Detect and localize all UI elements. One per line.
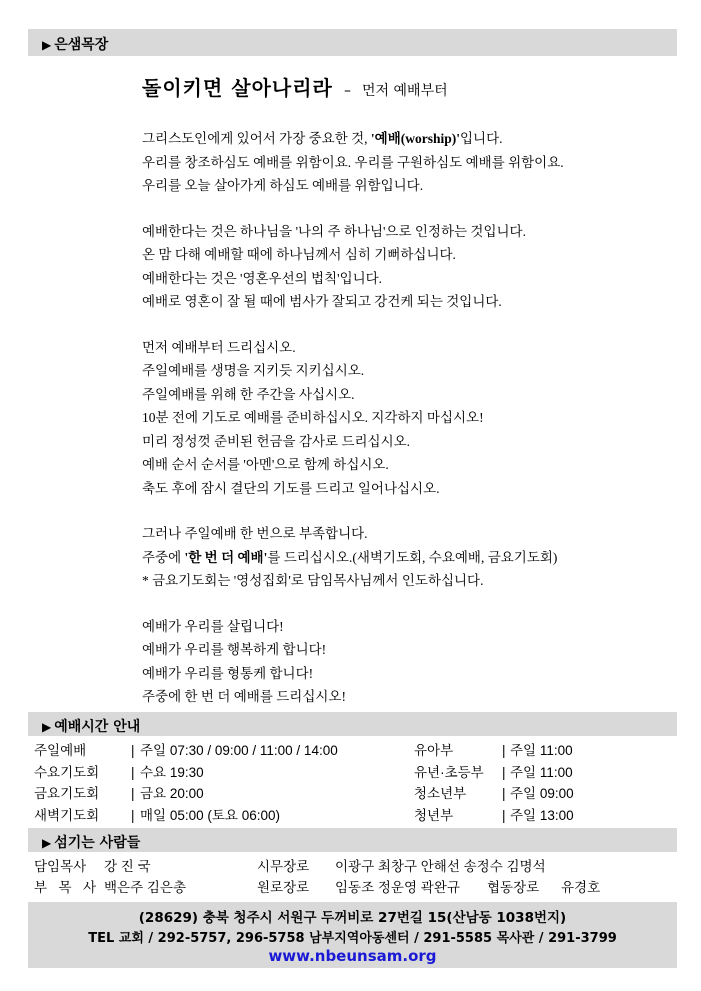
- church-address: (28629) 충북 청주시 서원구 두꺼비로 27번길 15(산남동 1038번지): [138, 910, 567, 926]
- role-names: 이광구 최창구 안해선 송정수 김명석: [335, 859, 546, 874]
- footer: [28, 902, 677, 968]
- separator: |: [502, 807, 506, 823]
- section-title: 은샘목장: [54, 37, 109, 53]
- role-label: 원로장로: [257, 880, 310, 895]
- department-name: 청년부: [414, 807, 454, 823]
- text-line: 온 맘 다해 예배할 때에 하나님께서 심히 기뻐하십니다.: [142, 247, 456, 262]
- headline: [142, 72, 448, 101]
- text-line: 예배한다는 것은 하나님을 '나의 주 하나님'으로 인정하는 것입니다.: [142, 223, 526, 239]
- schedule-row: [34, 740, 674, 762]
- headline-sub: 먼저 예배부터: [362, 83, 448, 99]
- paragraph-2: [142, 220, 662, 314]
- text-line: 우리를 창조하심도 예배를 위함이요. 우리를 구원하심도 예배를 위함이요.: [142, 154, 564, 170]
- schedule-row: [34, 805, 674, 827]
- paragraph-5: [142, 615, 662, 709]
- text-line: [142, 546, 662, 570]
- separator: |: [131, 764, 135, 780]
- service-time: 수요 19:30: [140, 764, 204, 780]
- text-line: 그러나 주일예배 한 번으로 부족합니다.: [142, 526, 368, 541]
- headline-main: 돌이키면 살아나리라: [142, 76, 333, 100]
- separator: |: [502, 786, 506, 801]
- paragraph-1: [142, 127, 662, 198]
- headline-dash: –: [343, 83, 351, 99]
- text-line: 예배한다는 것은 '영혼우선의 법칙'입니다.: [142, 270, 383, 286]
- text-line: 먼저 예배부터 드리십시오.: [142, 339, 296, 355]
- role-names: 강 진 국: [104, 859, 151, 874]
- paragraph-3: [142, 336, 662, 501]
- text-segment: 를 드리십시오.(새벽기도회, 수요예배, 금요기도회): [267, 549, 558, 565]
- worship-schedule: [34, 740, 674, 826]
- service-time: 주일 07:30 / 09:00 / 11:00 / 14:00: [140, 743, 338, 758]
- section-title: 섬기는 사람들: [54, 835, 141, 851]
- role-label: 부 목 사: [34, 880, 96, 895]
- text-segment: 그리스도인에게 있어서 가장 중요한 것,: [142, 131, 371, 146]
- text-line: 10분 전에 기도로 예배를 준비하십시오. 지각하지 마십시오!: [142, 410, 484, 425]
- text-line: 축도 후에 잠시 결단의 기도를 드리고 일어나십시오.: [142, 480, 440, 496]
- service-name: 주일예배: [34, 743, 87, 758]
- text-line: 주중에 한 번 더 예배를 드리십시오!: [142, 689, 346, 704]
- section-title: 예배시간 안내: [54, 719, 141, 735]
- department-time: 주일 11:00: [510, 764, 573, 780]
- staff-list: [34, 856, 674, 898]
- service-name: 새벽기도회: [34, 807, 100, 823]
- schedule-row: [34, 783, 674, 805]
- text-segment: 주중에: [142, 549, 185, 565]
- service-time: 매일 05:00 (토요 06:00): [140, 807, 280, 823]
- section-header-staff: [28, 828, 677, 852]
- department-name: 유아부: [414, 743, 454, 758]
- role-names: 임동조 정운영 곽완규: [335, 880, 460, 895]
- text-line: [142, 127, 662, 151]
- emphasis-text: '한 번 더 예배': [184, 549, 268, 565]
- role-label: 시무장로: [257, 859, 310, 874]
- separator: |: [131, 807, 135, 823]
- text-line: 주일예배를 생명을 지키듯 지키십시오.: [142, 363, 365, 378]
- text-line: 예배가 우리를 살립니다!: [142, 618, 284, 634]
- triangle-right-icon: ▶: [42, 720, 52, 734]
- separator: |: [502, 764, 506, 780]
- department-time: 주일 11:00: [510, 743, 573, 758]
- service-name: 금요기도회: [34, 786, 100, 801]
- website-link[interactable]: www.nbeunsam.org: [268, 947, 437, 965]
- section-header-worship-times: [28, 712, 677, 736]
- service-time: 금요 20:00: [140, 786, 204, 801]
- paragraph-4: [142, 522, 662, 593]
- triangle-right-icon: ▶: [42, 836, 52, 850]
- text-line: 예배 순서 순서를 '아멘'으로 함께 하십시오.: [142, 457, 389, 472]
- body-text: [142, 127, 662, 731]
- text-line: 주일예배를 위해 한 주간을 사십시오.: [142, 386, 355, 402]
- text-line: 우리를 오늘 살아가게 하심도 예배를 위함입니다.: [142, 178, 424, 193]
- text-line: 예배가 우리를 행복하게 합니다!: [142, 642, 327, 657]
- staff-row: [34, 856, 674, 877]
- role-label: 협동장로: [487, 880, 540, 895]
- role-names: 유경호: [561, 880, 601, 895]
- triangle-right-icon: ▶: [42, 38, 52, 52]
- separator: |: [502, 743, 506, 758]
- department-name: 청소년부: [414, 786, 467, 801]
- staff-row: [34, 877, 674, 898]
- text-line: * 금요기도회는 '영성집회'로 담임목사님께서 인도하십니다.: [142, 573, 484, 588]
- role-label: 담임목사: [34, 859, 87, 874]
- emphasis-text: '예배(worship)': [370, 131, 460, 146]
- separator: |: [131, 743, 135, 758]
- service-name: 수요기도회: [34, 764, 100, 780]
- text-segment: 입니다.: [460, 131, 503, 146]
- separator: |: [131, 786, 135, 801]
- schedule-row: [34, 762, 674, 784]
- section-header-eunsaem: [28, 29, 677, 56]
- department-time: 주일 09:00: [510, 786, 574, 801]
- department-time: 주일 13:00: [510, 807, 574, 823]
- church-phone: TEL 교회 / 292-5757, 296-5758 남부지역아동센터 / 291-5585 목사관 / 291-3799: [88, 931, 617, 946]
- text-line: 예배가 우리를 형통케 합니다!: [142, 665, 314, 681]
- text-line: 예배로 영혼이 잘 될 때에 범사가 잘되고 강건케 되는 것입니다.: [142, 294, 502, 309]
- role-names: 백은주 김은총: [104, 880, 186, 895]
- department-name: 유년·초등부: [414, 764, 484, 780]
- text-line: 미리 정성껏 준비된 헌금을 감사로 드리십시오.: [142, 433, 411, 449]
